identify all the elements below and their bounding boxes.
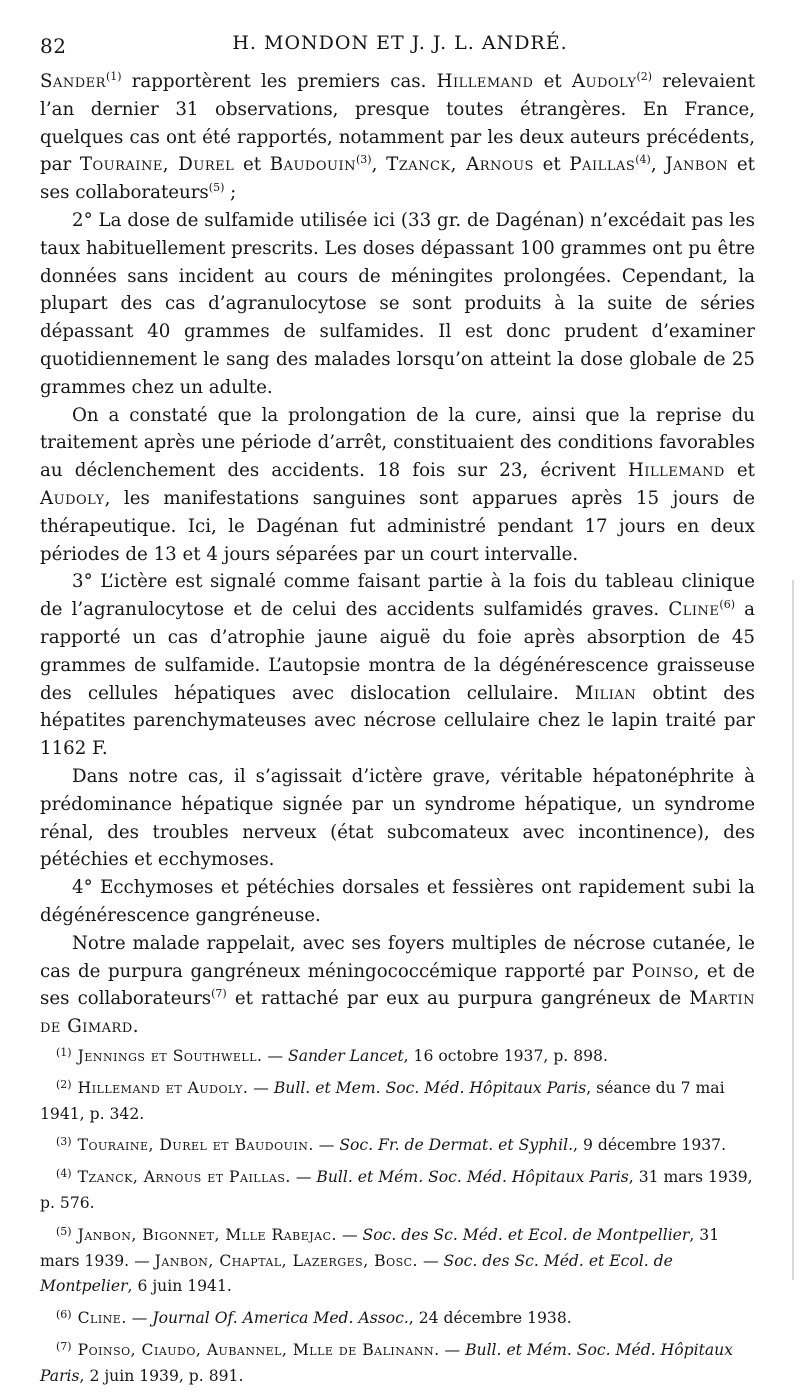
scan-edge-shadow: [792, 580, 794, 1280]
text-run: 3° L’ictère est signalé comme faisant partie à la fois du tableau clinique de l’agranulocytose et de celui des accidents sulfamidés graves.: [40, 571, 755, 621]
footnote-authors: Cline.: [77, 1309, 127, 1328]
author-name: Cline: [668, 599, 720, 621]
footnote-number: (3): [56, 1135, 72, 1149]
author-name: Touraine, Durel: [79, 154, 235, 176]
paragraph: [40, 402, 755, 569]
author-name: Paillas: [569, 154, 636, 176]
footnote-number: (4): [56, 1167, 72, 1181]
footnote-number: (6): [56, 1308, 72, 1322]
footnote-journal: Bull. et Mém. Soc. Méd. Hôpitaux Paris: [40, 1340, 733, 1385]
text-run: et: [234, 154, 270, 176]
body-text: [40, 68, 755, 1041]
footnote: [40, 1219, 755, 1300]
author-name: Hillemand: [628, 460, 725, 482]
footnotes: [40, 1040, 755, 1392]
footnote: [40, 1334, 755, 1390]
text-run: , 2 juin 1939, p. 891.: [79, 1366, 244, 1385]
footnote-journal: Bull. et Mem. Soc. Méd. Hôpitaux Paris: [273, 1078, 587, 1097]
footnote: [40, 1040, 755, 1070]
text-run: ,: [371, 154, 387, 176]
text-run: et ses collaborateurs: [40, 154, 755, 204]
text-run: , 16 octobre 1937, p. 898.: [403, 1047, 608, 1065]
author-name: Audoly: [571, 71, 637, 92]
text-run: Notre malade rappelait, avec ses foyers multiples de nécrose cutanée, le cas de purpura gangréneux méningococcémique rapporté par: [40, 932, 755, 982]
text-run: —: [337, 1225, 363, 1244]
text-run: , et de ses collaborateurs: [40, 960, 755, 1010]
footnote-number: (7): [56, 1339, 72, 1353]
author-name: Hillemand: [436, 71, 534, 92]
text-run: rapportèrent les premiers cas.: [121, 71, 437, 92]
text-run: , 6 juin 1941.: [127, 1277, 232, 1296]
text-run: ;: [224, 182, 237, 204]
text-run: —: [418, 1251, 444, 1270]
footnote-number: (5): [56, 1224, 72, 1238]
author-name: Martin de Gimard: [40, 988, 755, 1038]
text-run: relevaient l’an dernier 31 observations, presque toutes étrangères. En France, quelques cas ont été rapportés, notamment par les deux auteurs précédents, par: [40, 71, 756, 176]
footnote-authors: Hillemand et Audoly.: [77, 1078, 249, 1097]
author-name: Poinso: [631, 960, 694, 982]
footnote-authors: Touraine, Durel et Baudouin.: [77, 1136, 314, 1155]
footnote-authors: Janbon, Chaptal, Lazerges, Bosc.: [154, 1251, 418, 1270]
paragraph: [40, 68, 755, 207]
text-run: —: [439, 1340, 466, 1359]
footnote-journal: Soc. des Sc. Méd. et Ecol. de Montpellier: [362, 1225, 690, 1244]
footnote-journal: Bull. et Mém. Soc. Méd. Hôpitaux Paris: [316, 1168, 629, 1187]
footnote-journal: Sander Lancet: [288, 1047, 404, 1065]
text-run: —: [290, 1168, 317, 1187]
page-number: 82: [40, 34, 67, 58]
paragraph: 2° La dose de sulfamide utilisée ici (33 gr. de Dagénan) n’excédait pas les taux habituellement prescrits. Les doses dépassant 100 grammes ont pu être données sans incident au cours de méningites prolongées. Cependant, la plupart des cas d’agranulocytose se sont produits à la suite de séries dépassant 40 grammes de sulfamides. Il est donc prudent d’examiner quotidiennement le sang des malades lorsqu’on atteint la dose globale de 25 grammes chez un adulte.: [40, 209, 755, 398]
text-run: et rattaché par eux au purpura gangréneux de: [226, 988, 690, 1010]
author-name: Audoly: [40, 487, 105, 509]
footnote-journal: Journal Of. America Med. Assoc.: [152, 1309, 409, 1328]
footnote-ref: (1): [105, 70, 122, 83]
text-run: —: [313, 1136, 340, 1155]
footnote: [40, 1129, 755, 1159]
text-run: , 9 décembre 1937.: [573, 1136, 727, 1155]
text-run: et: [533, 154, 570, 176]
footnote-number: (1): [56, 1046, 72, 1059]
text-run: et: [533, 71, 572, 92]
footnote: [40, 1161, 755, 1217]
footnote-ref: (5): [208, 181, 225, 195]
text-run: obtint des hépatites parenchymateuses avec nécrose cellulaire chez le lapin traité par 1162 F.: [40, 682, 755, 760]
text-run: a rapporté un cas d’atrophie jaune aiguë du foie après absorption de 45 grammes de sulfamide. L’autopsie montra de la dégénérescence graisseuse des cellules hépatiques avec dislocation cellulaire.: [40, 599, 756, 704]
footnote-authors: Poinso, Ciaudo, Aubannel, Mlle de Balinann.: [77, 1340, 440, 1359]
page-header: [40, 26, 760, 60]
footnote: [40, 1072, 755, 1128]
footnote-journal: Soc. Fr. de Dermat. et Syphil.: [339, 1136, 574, 1155]
footnote-authors: Tzanck, Arnous et Paillas.: [77, 1168, 291, 1187]
footnote: [40, 1302, 755, 1332]
text-run: —: [248, 1078, 274, 1097]
footnote-ref: (7): [211, 987, 227, 1001]
author-name: Tzanck, Arnous: [386, 154, 534, 176]
text-run: , les manifestations sanguines sont apparues après 15 jours de thérapeutique. Ici, le Dagénan fut administré pendant 17 jours en deux périodes de 13 et 4 jours séparées par un court intervalle.: [40, 487, 755, 565]
running-head: H. MONDON ET J. J. L. ANDRÉ.: [232, 32, 568, 54]
text-run: et: [724, 460, 755, 482]
paragraph: Dans notre cas, il s’agissait d’ictère grave, véritable hépatonéphrite à prédominance hépatique signée par un syndrome hépatique, un syndrome rénal, des troubles nerveux (état subcomateux avec incontinence), des pétéchies et ecchymoses.: [40, 765, 755, 871]
text-run: —: [262, 1047, 289, 1065]
footnote-authors: Janbon, Bigonnet, Mlle Rabejac.: [77, 1225, 337, 1244]
footnote-ref: (2): [636, 70, 653, 83]
author-name: Milian: [574, 682, 637, 704]
text-run: , séance du 7 mai 1941, p. 342.: [40, 1078, 725, 1123]
text-run: On a constaté que la prolongation de la cure, ainsi que la reprise du traitement après une période d’arrêt, constituaient des conditions favorables au déclenchement des accidents. 18 fois sur 23, écrivent: [40, 404, 755, 482]
paragraph: [40, 930, 755, 1041]
text-run: —: [126, 1309, 153, 1328]
author-name: Sander: [40, 71, 106, 92]
author-name: Baudouin: [269, 154, 356, 176]
footnote-number: (2): [56, 1077, 72, 1091]
footnote-authors: Jennings et Southwell.: [77, 1047, 263, 1065]
text-run: , 31 mars 1939, p. 576.: [40, 1168, 753, 1212]
footnote-ref: (4): [635, 153, 651, 167]
paragraph: 4° Ecchymoses et pétéchies dorsales et fessières ont rapidement subi la dégénérescence gangréneuse.: [40, 877, 755, 926]
footnote-ref: (3): [355, 153, 372, 167]
text-run: , 24 décembre 1938.: [408, 1309, 572, 1328]
paragraph: [40, 568, 755, 763]
text-run: .: [132, 1016, 139, 1038]
footnote-journal: Soc. des Sc. Méd. et Ecol. de Montpelier: [40, 1251, 673, 1296]
author-name: Janbon: [665, 154, 729, 176]
text-run: ,: [650, 154, 666, 176]
footnote-ref: (6): [719, 598, 735, 612]
text-run: , 31 mars 1939. —: [40, 1225, 720, 1270]
